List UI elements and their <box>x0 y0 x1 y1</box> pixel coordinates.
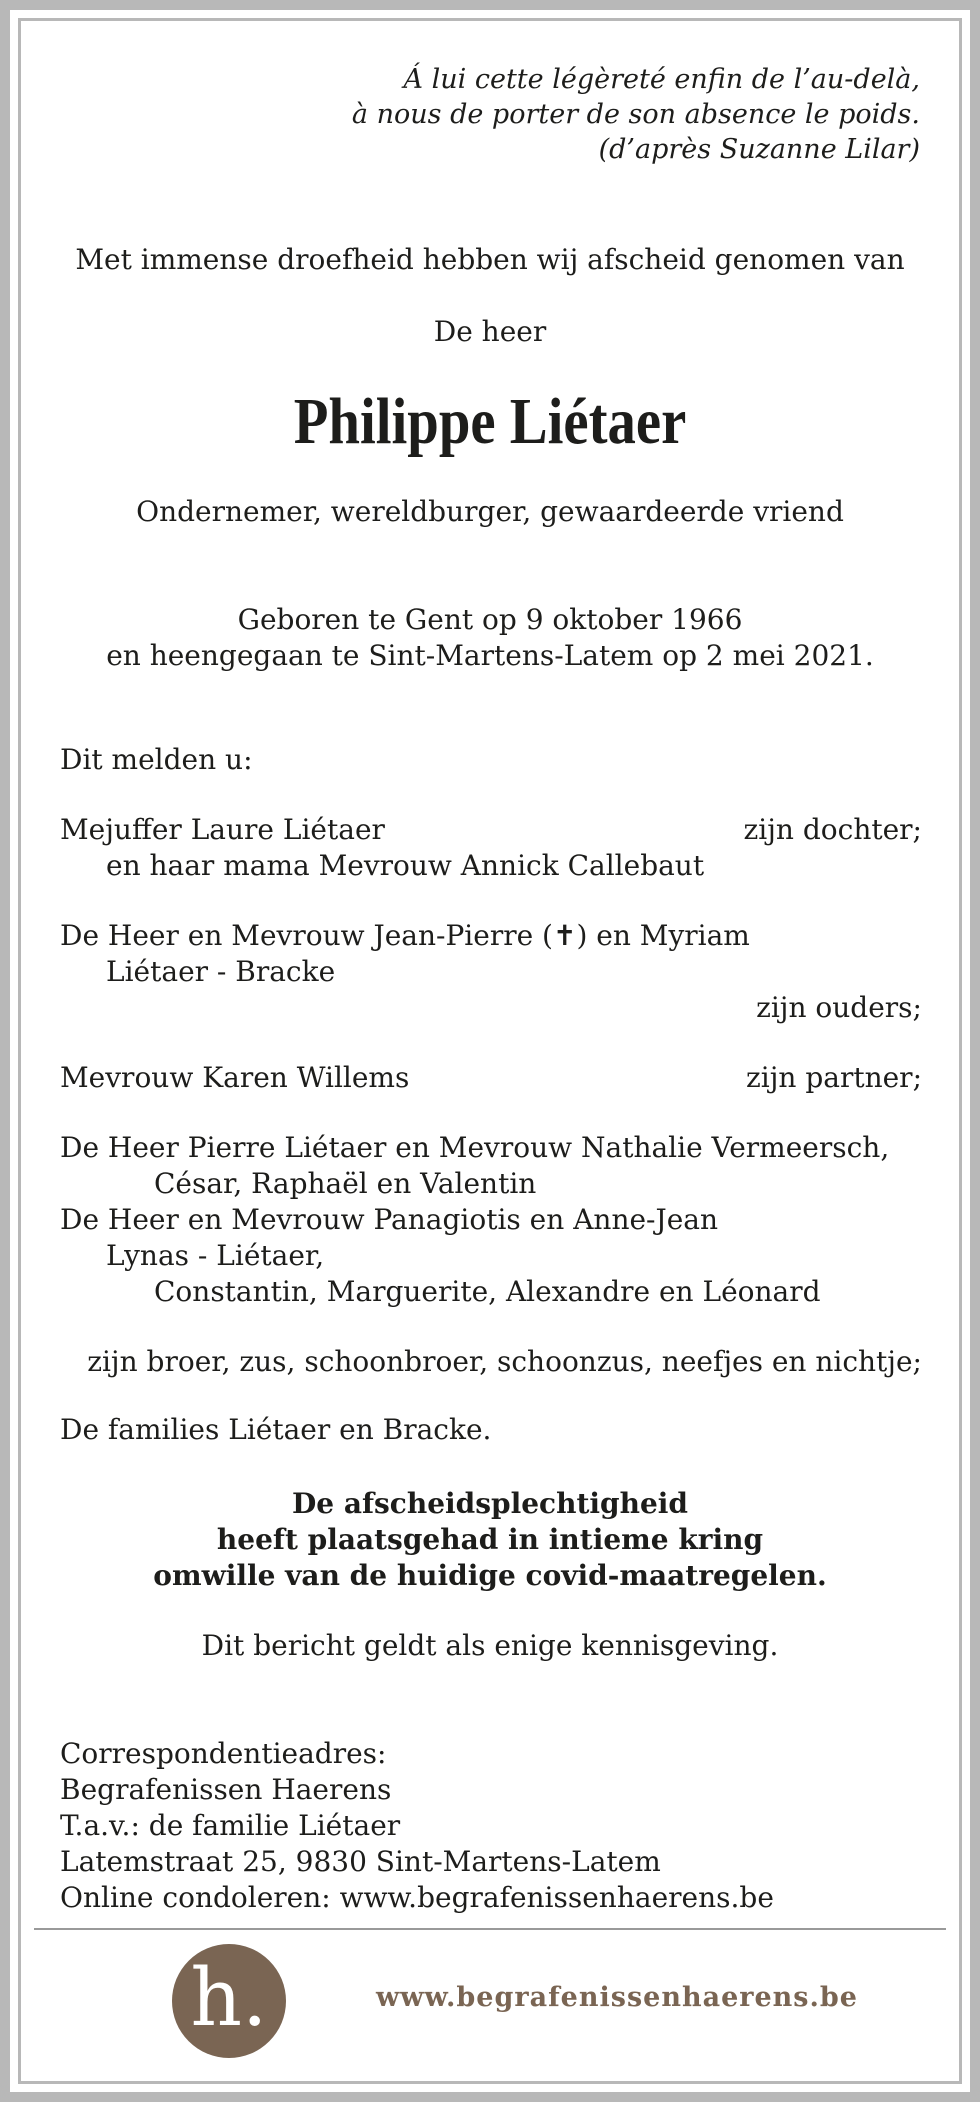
siblings-relation: zijn broer, zus, schoonbroer, schoonzus, neefjes en nichtje; <box>87 1345 922 1378</box>
daughter-relation: zijn dochter; <box>743 813 922 846</box>
description: Ondernemer, wereldburger, gewaardeerde vriend <box>136 495 844 528</box>
website-link[interactable]: www.begrafenissenhaerens.be <box>376 1982 858 2013</box>
sister-line-1: De Heer en Mevrouw Panagiotis en Anne-Jean <box>60 1203 719 1236</box>
funeral-home-logo: h. <box>172 1944 286 2058</box>
partner-name: Mevrouw Karen Willems <box>60 1061 410 1094</box>
deceased-name: Philippe Liétaer <box>293 385 687 458</box>
daughter-name: Mejuffer Laure Liétaer <box>60 813 385 846</box>
quote-line-3: (d’après Suzanne Lilar) <box>598 134 920 165</box>
sister-children: Constantin, Marguerite, Alexandre en Léonard <box>154 1275 821 1308</box>
ceremony-line-3: omwille van de huidige covid-maatregelen. <box>153 1559 827 1592</box>
salutation: De heer <box>433 315 547 348</box>
brother-line-1: De Heer Pierre Liétaer en Mevrouw Nathalie Vermeersch, <box>60 1131 890 1164</box>
families-line: De families Liétaer en Bracke. <box>60 1413 492 1446</box>
sister-line-2: Lynas - Liétaer, <box>106 1239 325 1272</box>
death-line: en heengegaan te Sint-Martens-Latem op 2 mei 2021. <box>106 639 874 672</box>
intro-text: Met immense droefheid hebben wij afscheid genomen van <box>75 243 905 276</box>
parents-line-2: Liétaer - Bracke <box>106 955 336 988</box>
ceremony-line-1: De afscheidsplechtigheid <box>292 1487 688 1520</box>
correspondence-attention: T.a.v.: de familie Liétaer <box>60 1809 401 1842</box>
daughter-mother: en haar mama Mevrouw Annick Callebaut <box>106 849 705 882</box>
footer-divider <box>34 1928 946 1930</box>
partner-relation: zijn partner; <box>746 1061 922 1094</box>
announce-text: Dit melden u: <box>60 743 253 776</box>
parents-line-1: De Heer en Mevrouw Jean-Pierre (✝) en Myriam <box>60 919 750 952</box>
correspondence-address: Latemstraat 25, 9830 Sint-Martens-Latem <box>60 1845 661 1878</box>
quote-line-1: Á lui cette légèreté enfin de l’au-delà, <box>403 64 920 95</box>
ceremony-line-2: heeft plaatsgehad in intieme kring <box>216 1523 764 1556</box>
birth-line: Geboren te Gent op 9 oktober 1966 <box>237 603 743 636</box>
epigraph-quote <box>352 62 920 167</box>
brother-children: César, Raphaël en Valentin <box>154 1167 537 1200</box>
correspondence-company: Begrafenissen Haerens <box>60 1773 392 1806</box>
quote-line-2: à nous de porter de son absence le poids. <box>351 99 920 130</box>
parents-relation: zijn ouders; <box>756 991 922 1024</box>
notice-text: Dit bericht geldt als enige kennisgeving. <box>201 1629 779 1662</box>
online-condolence-link[interactable]: Online condoleren: www.begrafenissenhaerens.be <box>60 1881 774 1914</box>
correspondence-label: Correspondentieadres: <box>60 1737 387 1770</box>
